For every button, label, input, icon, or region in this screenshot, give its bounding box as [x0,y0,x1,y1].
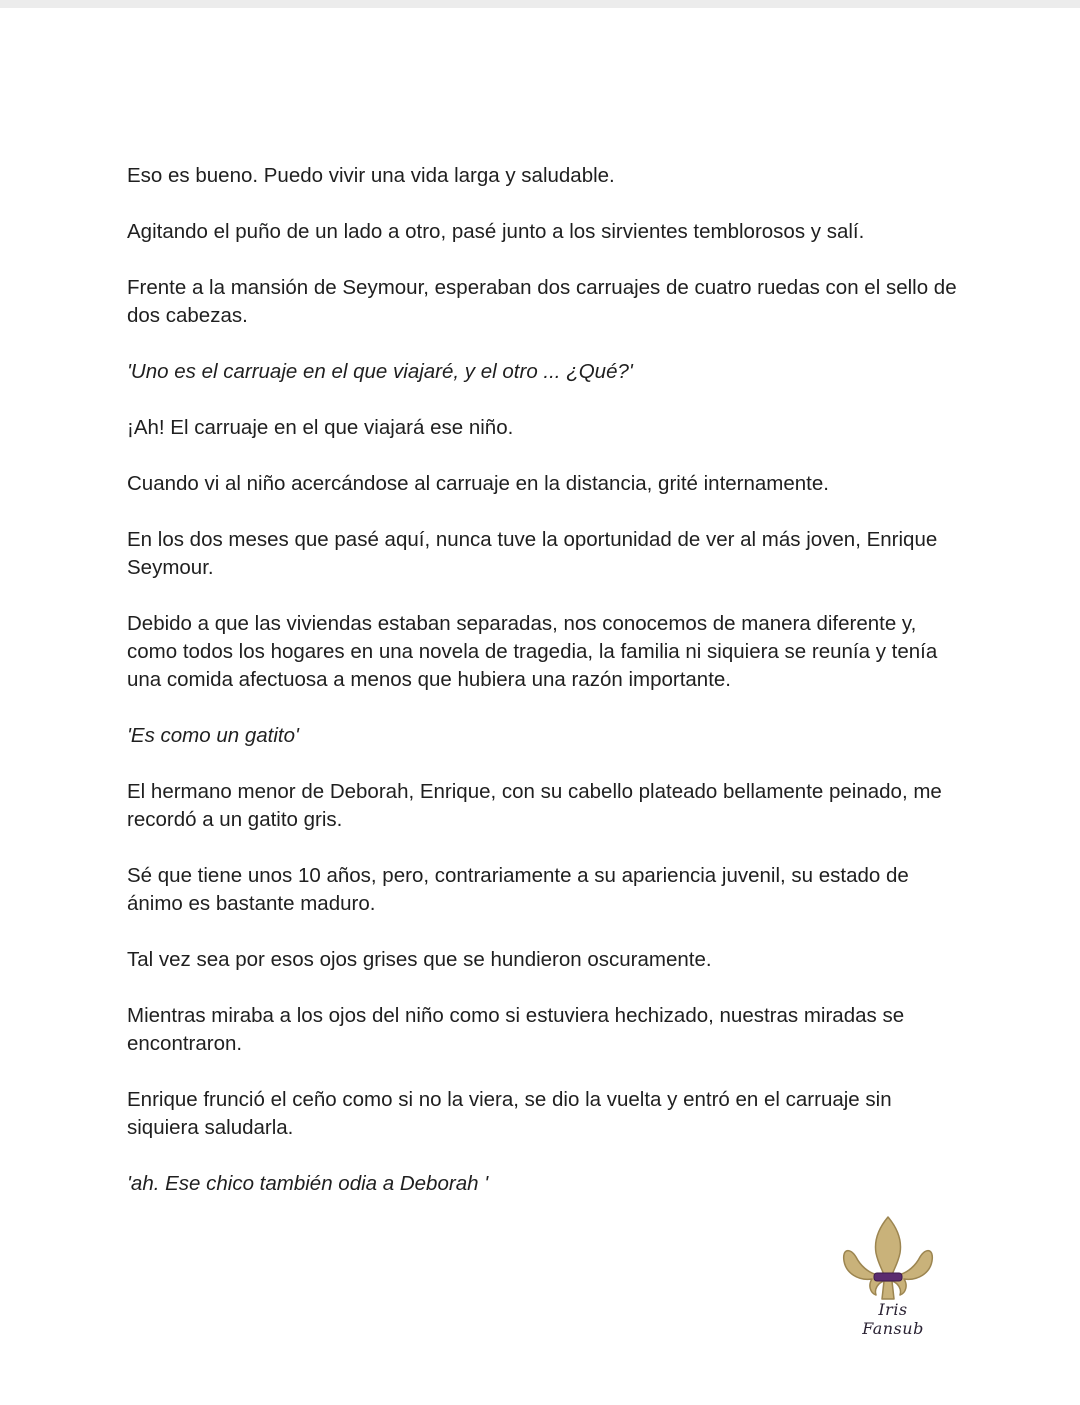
paragraph-5: ¡Ah! El carruaje en el que viajará ese niño. [127,416,514,439]
paragraph-4-thought: 'Uno es el carruaje en el que viajaré, y el otro ... ¿Qué?' [127,360,633,383]
paragraph-8: Debido a que las viviendas estaban separadas, nos conocemos de manera diferente y, como todos los hogares en una novela de tragedia, la familia ni siquiera se reunía y tenía una comida afectuosa a menos que hubiera una razón importante. [127,612,938,691]
watermark-label: Iris Fansub [862,1300,924,1338]
paragraph-7: En los dos meses que pasé aquí, nunca tuve la oportunidad de ver al más joven, Enrique Seymour. [127,528,938,579]
paragraph-15-thought: 'ah. Ese chico también odia a Deborah ' [127,1172,489,1195]
paragraph-13: Mientras miraba a los ojos del niño como si estuviera hechizado, nuestras miradas se encontraron. [127,1004,905,1055]
paragraph-1: Eso es bueno. Puedo vivir una vida larga y saludable. [127,164,615,187]
paragraph-14: Enrique frunció el ceño como si no la viera, se dio la vuelta y entró en el carruaje sin siquiera saludarla. [127,1088,892,1139]
paragraph-2: Agitando el puño de un lado a otro, pasé junto a los sirvientes temblorosos y salí. [127,220,865,243]
paragraph-3: Frente a la mansión de Seymour, esperaban dos carruajes de cuatro ruedas con el sello de dos cabezas. [127,276,957,327]
paragraph-11: Sé que tiene unos 10 años, pero, contrariamente a su apariencia juvenil, su estado de ánimo es bastante maduro. [127,864,909,915]
document-body [127,162,957,1226]
paragraph-12: Tal vez sea por esos ojos grises que se hundieron oscuramente. [127,948,712,971]
paragraph-6: Cuando vi al niño acercándose al carruaje en la distancia, grité internamente. [127,472,829,495]
top-strip [0,0,1080,8]
paragraph-9-thought: 'Es como un gatito' [127,724,299,747]
paragraph-10: El hermano menor de Deborah, Enrique, con su cabello plateado bellamente peinado, me recordó a un gatito gris. [127,780,942,831]
